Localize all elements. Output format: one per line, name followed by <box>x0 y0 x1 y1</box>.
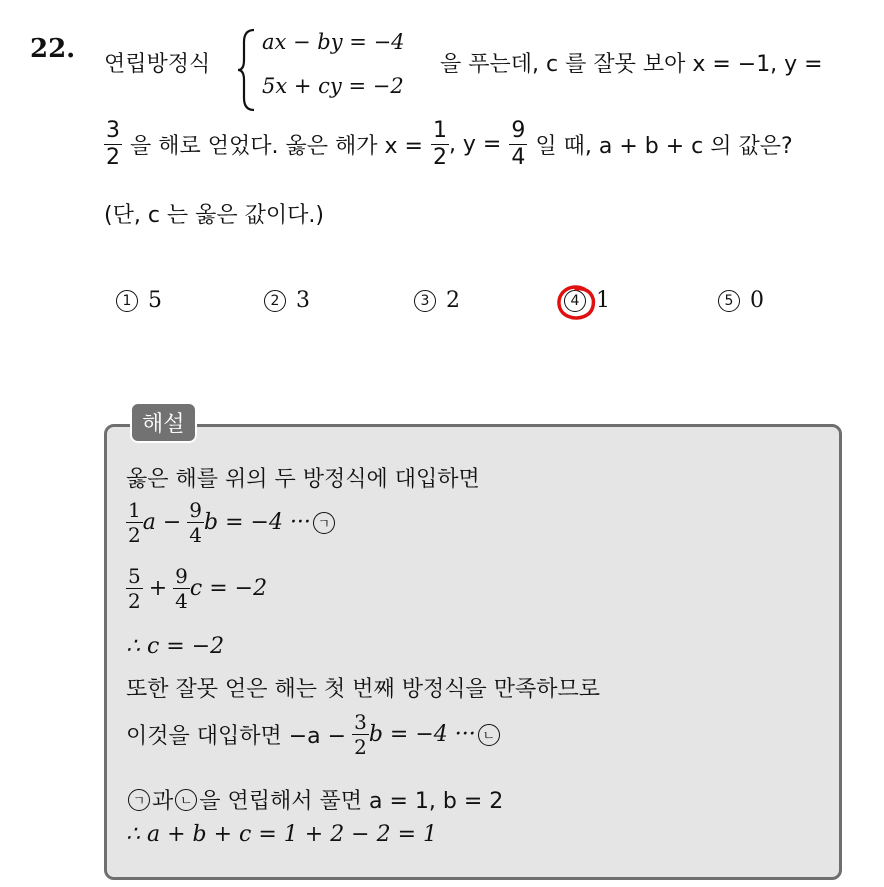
system-brace <box>236 28 258 112</box>
label-giyeok: ㄱ <box>313 512 335 534</box>
denominator: 2 <box>354 735 367 759</box>
fraction <box>173 566 190 611</box>
numerator: 9 <box>189 498 203 522</box>
fraction <box>352 712 369 757</box>
fraction <box>187 500 204 545</box>
equation-2: 5x + cy = −2 <box>262 74 404 98</box>
fraction-x-correct <box>431 120 449 169</box>
choice-value: 2 <box>446 288 460 313</box>
choice-3[interactable] <box>414 288 460 313</box>
problem-condition: (단, c 는 옳은 값이다.) <box>104 203 324 228</box>
choice-value: 1 <box>596 288 610 313</box>
choice-2[interactable] <box>264 288 310 313</box>
choice-marker: 3 <box>414 290 436 312</box>
denominator: 4 <box>511 145 526 170</box>
label-giyeok: ㄱ <box>128 789 150 811</box>
choice-5[interactable] <box>718 288 764 313</box>
fraction-y-wrong <box>104 120 122 169</box>
solution-line-5: 또한 잘못 얻은 해는 첫 번째 방정식을 만족하므로 <box>126 677 600 702</box>
choice-marker: 2 <box>264 290 286 312</box>
expr-part: b = −4 ··· <box>204 510 311 535</box>
equation-1: ax − by = −4 <box>262 30 405 54</box>
denominator: 2 <box>128 523 141 547</box>
choice-1[interactable] <box>116 288 162 313</box>
problem-intro: 연립방정식 <box>104 52 211 77</box>
solution-line-1: 옳은 해를 위의 두 방정식에 대입하면 <box>126 467 480 492</box>
expr-part: + <box>148 576 168 601</box>
solution-tag: 해설 <box>130 402 197 443</box>
expr-part: a − <box>142 510 182 535</box>
choice-marker: 1 <box>116 290 138 312</box>
problem-line2 <box>104 120 793 169</box>
problem-line2-b: , y = <box>448 132 502 157</box>
denominator: 2 <box>106 145 120 170</box>
denominator: 4 <box>189 523 203 547</box>
label-nieun: ㄴ <box>478 724 500 746</box>
answer-circle-mark <box>554 283 598 323</box>
denominator: 2 <box>128 589 141 613</box>
numerator: 1 <box>128 498 141 522</box>
choice-marker: 5 <box>718 290 740 312</box>
fraction <box>126 500 143 545</box>
numerator: 1 <box>432 118 447 143</box>
solution-line-2 <box>126 500 337 545</box>
numerator: 9 <box>511 118 526 143</box>
expr-part: 과 <box>152 789 174 814</box>
choice-value: 0 <box>750 288 764 313</box>
fraction <box>126 566 143 611</box>
solution-line-4: ∴ c = −2 <box>126 634 225 659</box>
problem-line2-c: 일 때, a + b + c 의 값은? <box>535 134 793 159</box>
numerator: 3 <box>354 710 367 734</box>
expr-part: 이것을 대입하면 −a − <box>126 724 347 749</box>
denominator: 2 <box>432 145 447 170</box>
solution-line-7 <box>126 784 503 815</box>
numerator: 9 <box>175 564 188 588</box>
numerator: 5 <box>128 564 141 588</box>
problem-number: 22. <box>30 34 76 64</box>
fraction-y-correct <box>509 120 527 169</box>
expr-part: 을 연립해서 풀면 a = 1, b = 2 <box>199 789 504 814</box>
problem-line2-a: 을 해로 얻었다. 옳은 해가 x = <box>130 134 423 159</box>
solution-line-3 <box>126 566 267 611</box>
solution-line-8: ∴ a + b + c = 1 + 2 − 2 = 1 <box>126 822 438 847</box>
choice-marker: 4 <box>564 290 586 312</box>
expr-part: b = −4 ··· <box>368 722 476 747</box>
expr-part: c = −2 <box>189 576 268 601</box>
solution-line-6 <box>126 712 502 757</box>
denominator: 4 <box>175 589 188 613</box>
label-nieun: ㄴ <box>175 789 197 811</box>
choice-value: 5 <box>148 288 162 313</box>
choice-value: 3 <box>296 288 310 313</box>
numerator: 3 <box>106 118 120 143</box>
problem-line1-rest: 을 푸는데, c 를 잘못 보아 x = −1, y = <box>440 52 823 77</box>
